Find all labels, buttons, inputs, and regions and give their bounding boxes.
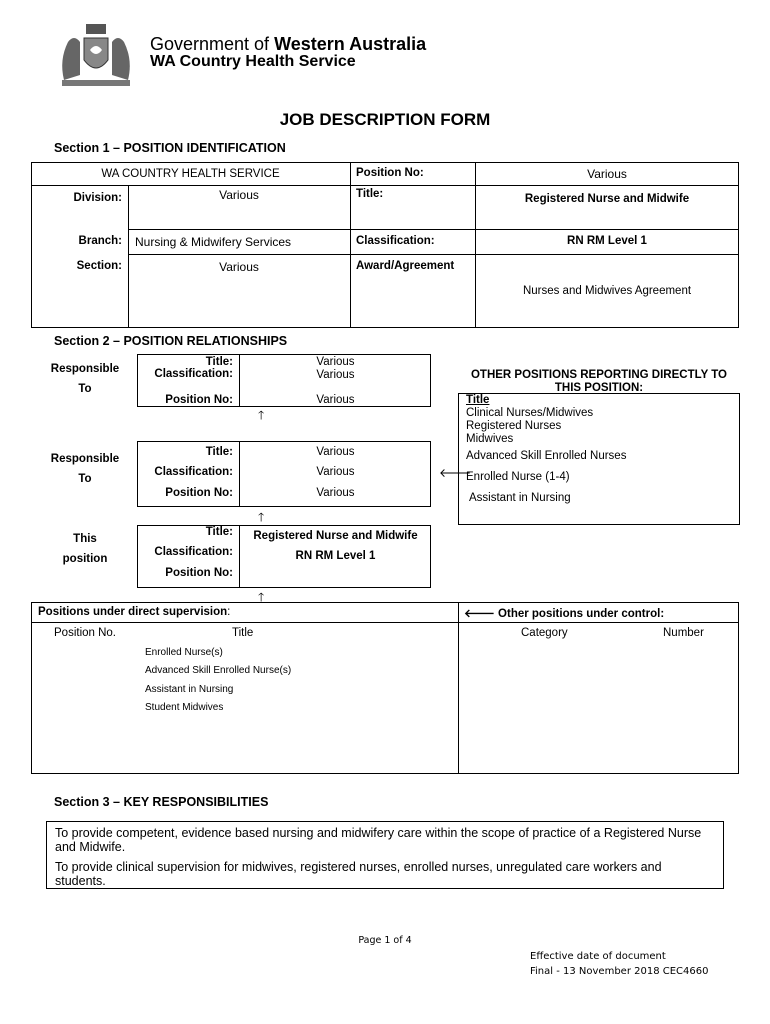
arrow-up-icon: 🡑 xyxy=(258,408,265,422)
box1-title-label: Title: xyxy=(205,356,233,368)
box2-class-label: Classification: xyxy=(154,466,233,478)
other-item-1: Clinical Nurses/Midwives xyxy=(466,407,594,419)
direct-supervision-label: Positions under direct supervision: xyxy=(38,606,231,618)
arrow-up-icon: 🡑 xyxy=(258,510,265,524)
other-item-4: Advanced Skill Enrolled Nurses xyxy=(466,450,627,462)
other-item-5: Enrolled Nurse (1-4) xyxy=(466,471,570,483)
supervised-item-2: Advanced Skill Enrolled Nurse(s) xyxy=(145,665,292,676)
box2-title-label: Title: xyxy=(205,446,233,458)
arrow-left-icon: 🡐 xyxy=(464,608,495,620)
service-name: WA Country Health Service xyxy=(150,53,356,70)
this-position-label: This position xyxy=(62,533,108,565)
box1-posno-value: Various xyxy=(316,394,355,406)
other-item-3: Midwives xyxy=(466,433,514,445)
other-positions-heading: OTHER POSITIONS REPORTING DIRECTLY TO THIS POSITION: xyxy=(470,369,727,394)
responsibility-1: To provide competent, evidence based nursing and midwifery care within the scope of practice of a Registered Nurse and Midwife. xyxy=(55,826,702,854)
branch-label: Branch: xyxy=(78,235,122,247)
section2-heading: Section 2 – POSITION RELATIONSHIPS xyxy=(54,334,288,348)
service-header-cell: WA COUNTRY HEALTH SERVICE xyxy=(101,168,280,180)
responsible-to-label-1: Responsible To xyxy=(50,363,120,395)
box2-posno-label: Position No: xyxy=(165,487,233,499)
box1-class-label: Classification: xyxy=(154,368,233,380)
section3-heading: Section 3 – KEY RESPONSIBILITIES xyxy=(54,795,269,809)
position-no-value: Various xyxy=(587,167,627,181)
other-title-label: Title xyxy=(466,394,490,406)
other-item-2: Registered Nurses xyxy=(466,420,562,432)
effective-date-label: Effective date of document xyxy=(530,951,666,962)
crest-logo xyxy=(54,20,138,92)
division-label: Division: xyxy=(73,192,122,204)
position-no-label: Position No: xyxy=(356,167,424,179)
col-title: Title xyxy=(232,627,254,639)
arrow-up-icon: 🡑 xyxy=(258,590,265,604)
award-label: Award/Agreement xyxy=(356,260,455,272)
classification-label: Classification: xyxy=(356,235,435,247)
branch-value: Nursing & Midwifery Services xyxy=(135,235,292,249)
org-name: Government of Western Australia xyxy=(150,34,427,54)
box3-class-value: RN RM Level 1 xyxy=(295,550,376,562)
box2-class-value: Various xyxy=(316,466,355,478)
classification-value: RN RM Level 1 xyxy=(567,235,647,247)
final-date: Final - 13 November 2018 CEC4660 xyxy=(530,966,709,977)
title-label: Title: xyxy=(356,188,384,200)
other-item-6: Assistant in Nursing xyxy=(469,492,571,504)
section1-heading: Section 1 – POSITION IDENTIFICATION xyxy=(54,141,286,155)
col-position-no: Position No. xyxy=(54,627,117,639)
supervised-item-1: Enrolled Nurse(s) xyxy=(145,647,223,658)
title-value: Registered Nurse and Midwife xyxy=(524,193,690,205)
box3-class-label: Classification: xyxy=(154,546,233,558)
division-value: Various xyxy=(219,188,259,202)
supervised-item-4: Student Midwives xyxy=(145,702,224,713)
form-title: JOB DESCRIPTION FORM xyxy=(279,110,491,129)
box1-title-value: Various xyxy=(316,356,355,368)
section-label: Section: xyxy=(76,260,122,272)
box2-posno-value: Various xyxy=(316,487,355,499)
col-category: Category xyxy=(521,627,568,639)
award-value: Nurses and Midwives Agreement xyxy=(522,285,692,297)
supervised-item-3: Assistant in Nursing xyxy=(145,684,234,695)
col-number: Number xyxy=(663,627,704,639)
page-number: Page 1 of 4 xyxy=(358,935,412,946)
section-value: Various xyxy=(219,260,259,274)
other-control-label: 🡐 Other positions under control: xyxy=(464,608,665,620)
box1-class-value: Various xyxy=(316,369,355,381)
supervision-table xyxy=(31,602,739,774)
box2-title-value: Various xyxy=(316,446,355,458)
arrow-left-icon: 🡐 xyxy=(439,466,472,480)
box3-posno-label: Position No: xyxy=(165,567,233,579)
box3-title-label: Title: xyxy=(205,526,233,538)
responsibility-2: To provide clinical supervision for midwives, registered nurses, enrolled nurses, unregulated care workers and students. xyxy=(55,860,662,888)
box3-title-value: Registered Nurse and Midwife xyxy=(253,530,418,542)
box1-posno-label: Position No: xyxy=(165,394,233,406)
responsible-to-label-2: Responsible To xyxy=(50,453,120,485)
